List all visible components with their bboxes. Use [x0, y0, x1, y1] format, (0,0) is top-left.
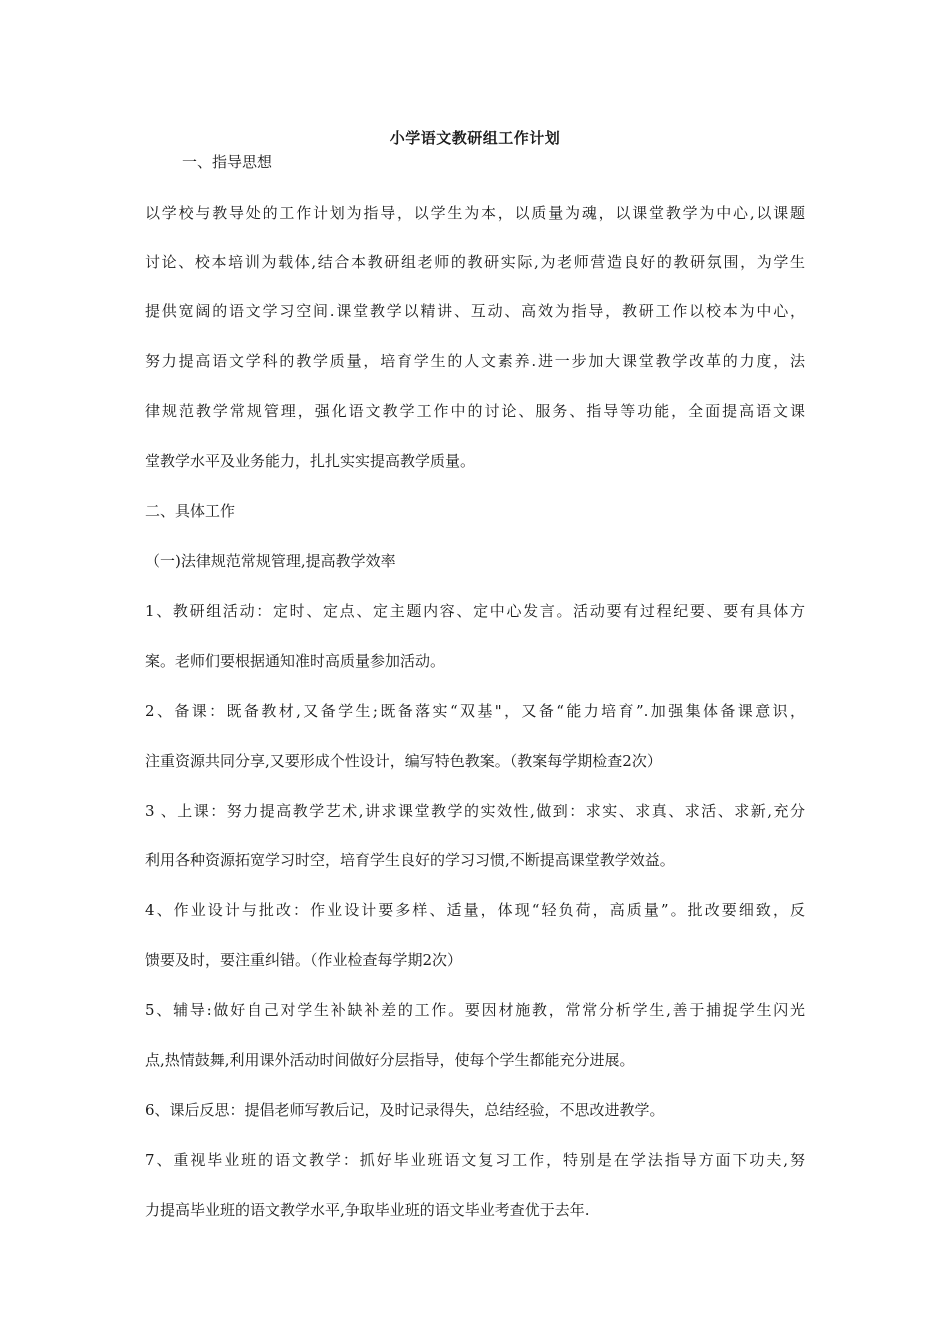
- list-item-line: 6、课后反思：提倡老师写教后记，及时记录得失，总结经验，不思改进教学。: [145, 1101, 665, 1119]
- page-title: 小学语文教研组工作计划: [389, 129, 561, 147]
- paragraph-line: 堂教学水平及业务能力，扎扎实实提高教学质量。: [145, 452, 476, 470]
- section-heading: 二、具体工作: [145, 502, 236, 520]
- list-item-line: 点,热情鼓舞,利用课外活动时间做好分层指导，使每个学生都能充分进展。: [145, 1051, 635, 1069]
- list-item-line: 5、辅导:做好自己对学生补缺补差的工作。要因材施教，常常分析学生,善于捕捉学生闪光: [145, 1001, 805, 1019]
- list-item-line: 2、备课：既备教材,又备学生;既备落实“双基"，又备“能力培育”.加强集体备课意识，: [145, 702, 805, 720]
- list-item-line: 馈要及时，要注重纠错。（作业检查每学期2次）: [145, 951, 463, 969]
- paragraph-line: 以学校与教导处的工作计划为指导，以学生为本，以质量为魂，以课堂教学为中心,以课题: [145, 204, 805, 222]
- paragraph-line: 提供宽阔的语文学习空间.课堂教学以精讲、互动、高效为指导，教研工作以校本为中心，: [145, 302, 805, 320]
- paragraph-line: 律规范教学常规管理，强化语文教学工作中的讨论、服务、指导等功能，全面提高语文课: [145, 402, 805, 420]
- list-item-line: 4、作业设计与批改：作业设计要多样、适量，体现“轻负荷，高质量”。批改要细致，反: [145, 901, 805, 919]
- list-item-line: 利用各种资源拓宽学习时空，培育学生良好的学习习惯,不断提高课堂教学效益。: [145, 851, 675, 869]
- subsection-heading: （一)法律规范常规管理,提高教学效率: [145, 552, 396, 570]
- list-item-line: 1、教研组活动：定时、定点、定主题内容、定中心发言。活动要有过程纪要、要有具体方: [145, 602, 805, 620]
- paragraph-line: 努力提高语文学科的教学质量，培育学生的人文素养.进一步加大课堂教学改革的力度，法: [145, 352, 805, 370]
- list-item-line: 案。老师们要根据通知准时高质量参加活动。: [145, 652, 446, 670]
- list-item-line: 注重资源共同分享,又要形成个性设计，编写特色教案。（教案每学期检查2次）: [145, 752, 662, 770]
- section-heading: 一、指导思想: [182, 153, 273, 171]
- list-item-line: 7、重视毕业班的语文教学：抓好毕业班语文复习工作，特别是在学法指导方面下功夫,努: [145, 1151, 805, 1169]
- list-item-line: 3 、上课：努力提高教学艺术,讲求课堂教学的实效性,做到：求实、求真、求活、求新,充分: [145, 802, 805, 820]
- paragraph-line: 讨论、校本培训为载体,结合本教研组老师的教研实际,为老师营造良好的教研氛围，为学生: [145, 253, 805, 271]
- list-item-line: 力提高毕业班的语文教学水平,争取毕业班的语文毕业考查优于去年.: [145, 1201, 590, 1219]
